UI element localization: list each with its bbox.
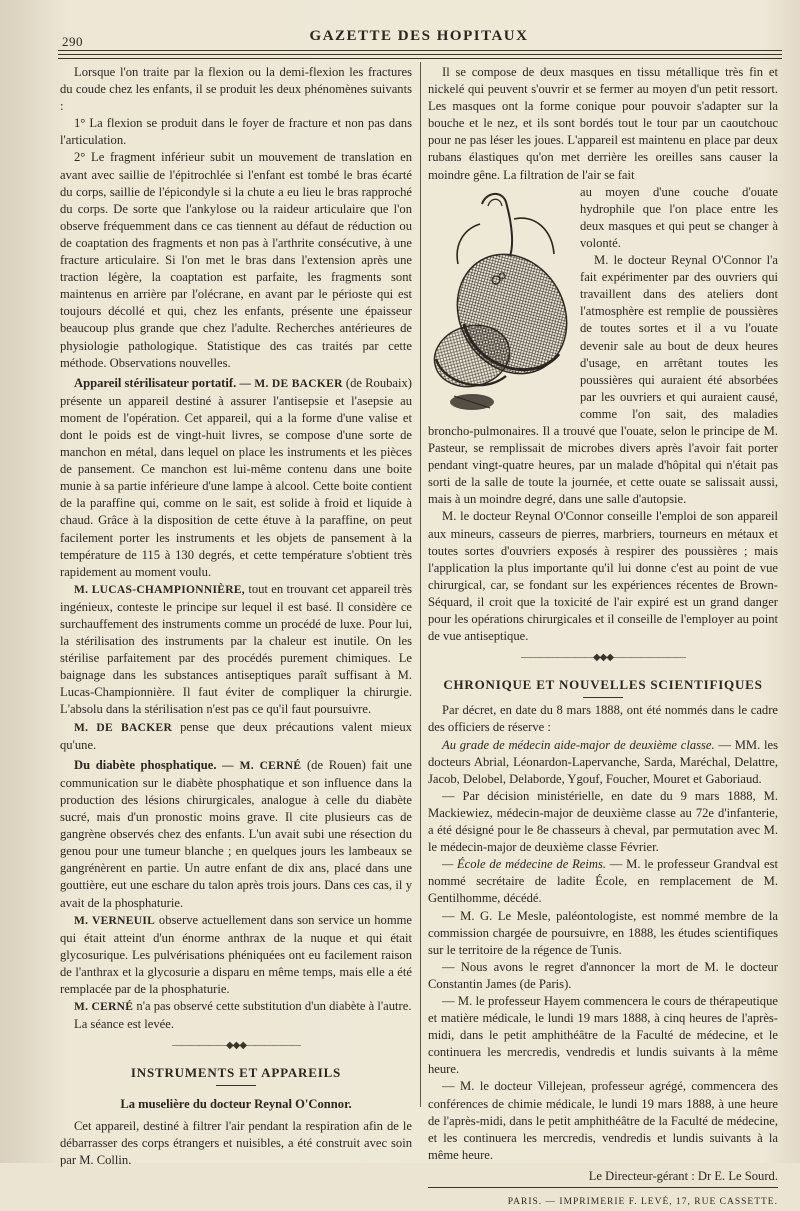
paragraph-text: — MM. les docteurs Abrial, Léonardon-Lapervanche, Sarda, Maréchal, Delattre, Jacob, Delobel, Delaborde, Ygouf, Foucher, Mouret et Gaboriaud. [428, 737, 778, 786]
page-number: 290 [62, 34, 83, 49]
imprint-line: PARIS. — IMPRIMERIE F. LEVÉ, 17, RUE CASSETTE. [507, 1197, 778, 1207]
paragraph: — Par décision ministérielle, en date du 9 mars 1888, M. Mackiewiez, médecin-major de deuxième classe au 72e d'infanterie, a été désigné pour le 8e chasseurs à cheval, par permutation avec M. le médecin-major de deuxième classe Février. [428, 788, 778, 855]
ornament-divider: ————————◆◆◆———————— [520, 652, 686, 664]
paragraph: M. le docteur Reynal O'Connor conseille l'emploi de son appareil aux mineurs, casseurs de pierres, marbriers, tourneurs en métaux et toutes sortes d'ouvriers exposés à respirer des poussières ; mais l'application la plus importante qu'il lui donne c'est au point de vue chirurgical, car, se fondant sur les expériences récentes de Brown-Séquard, il croit que la toxicité de l'air expiré est un grand danger pour les opérations chirurgicales et il conseille de l'employer au point de vue antiseptique. [428, 509, 778, 644]
paragraph: Lorsque l'on traite par la flexion ou la demi-flexion les fractures du coude chez les enfants, il se produit les deux phénomènes suivants : [60, 65, 412, 114]
header-rule [58, 50, 782, 51]
paragraph: — M. G. Le Mesle, paléontologiste, est nommé membre de la commission chargée de poursuivre, en 1888, les études scientifiques sur le territoire de la régence de Tunis. [428, 908, 778, 957]
article-paragraph [60, 375, 412, 581]
paragraph: — M. le professeur Hayem commencera le cours de thérapeutique et matière médicale, le lundi 19 mars 1888, à cinq heures de l'après-midi, dans le petit amphithéâtre de la Faculté de médecine, et le continuera les mercredis, vendredis et lundis suivants à la même heure. [428, 993, 778, 1077]
paragraph: — M. le docteur Villejean, professeur agrégé, commencera des conférences de chimie médicale, le lundi 19 mars 1888, à une heure de l'après-midi, dans le petit amphithéâtre de la Faculté de médecine, et les continuera les mercredis, vendredis et lundis suivants à la même heure. [428, 1079, 778, 1162]
article-paragraph [60, 757, 412, 912]
paragraph-text: n'a pas observé cette substitution d'un diabète à l'autre. [136, 999, 412, 1014]
section-title: CHRONIQUE ET NOUVELLES SCIENTIFIQUES [443, 677, 763, 693]
right-column [428, 64, 778, 1211]
author-name: — M. CERNÉ [222, 759, 302, 772]
paragraph: — Nous avons le regret d'annoncer la mort de M. le docteur Constantin James (de Paris). [428, 959, 778, 991]
paragraph-text: (de Roubaix) présente un appareil destiné à assurer l'antisepsie et l'asepsie au moment de l'opération. Cet appareil, qui a la forme d'une valise et dont le poids est de vingt-huit livres, se compose d'une sorte de manchon en métal, dans lequel on place les instruments et les pièces de pansement. Ce manchon est lui-même contenu dans une boite munie à sa partie inférieure d'une lampe à alcool. Cette boite contient de la paraffine qui, comme on le sait, est solide à froid et liquide à chaud. Grâce à la disposition de cette étuve à la paraffine, on peut facilement porter les instruments et les objets de pansement à la température de 115 à 130 degrés, et cette température s'obtient très rapidement au moment voulu. [60, 375, 412, 579]
paragraph: 2° Le fragment inférieur subit un mouvement de translation en avant avec saillie de l'épitrochlée si l'enfant est tombé le bras écarté du corps, saillie de l'épicondyle si la chute a eu lieu le bras rapproché du corps. De sorte que l'ankylose ou la raideur articulaire que l'on observe fréquemment dans ce cas tiennent au défaut de réduction ou de coaptation des fragments et non pas à l'arthrite consécutive, à une fracture articulaire. Si l'on met le bras dans l'extension après une traction légère, la coaptation est parfaite, les fragments sont maintenus en arrière par l'olécrane, en avant par le périoste qui est toujours décollé et qui, chez les enfants, présente une épaisseur beaucoup plus grande que chez l'adulte. Recherches antérieures de physiologie pathologique. Statistique des cas traités par cette méthode. Observations nouvelles. [60, 150, 412, 370]
journal-title: GAZETTE DES HOPITAUX [309, 28, 529, 44]
author-name: M. DE BACKER [74, 721, 173, 734]
article-paragraph [60, 912, 412, 998]
header-rule-thin [58, 54, 782, 55]
header-rule-thin-2 [58, 58, 782, 59]
ornament-divider: ——————◆◆◆—————— [171, 1040, 301, 1052]
italic-heading: — École de médecine de Reims. [442, 857, 606, 872]
muzzle-illustration [424, 184, 574, 416]
author-name: M. VERNEUIL [74, 914, 156, 927]
article-paragraph [428, 856, 778, 907]
article-paragraph [60, 998, 412, 1016]
column-divider [420, 62, 421, 1107]
section-title: INSTRUMENTS ET APPAREILS [130, 1065, 342, 1081]
article-paragraph [60, 581, 412, 719]
article-paragraph [428, 737, 778, 788]
paragraph: M. le docteur Reynal O'Connor l'a fait expérimenter par des ouvriers qui travaillent dans des ateliers dont l'atmosphère est remplie de poussières de toutes sortes et il a vu l'ouate devenir sale au bout de deux heures d'usage, en arrêtant toutes les poussières qui auraient été absorbées par les ouvriers et qui auraient causé, comme l'on sait, des maladies broncho-pulmonaires. Il a trouvé que l'ouate, selon le principe de M. Pasteur, se remplissait de microbes divers après l'avoir fait porter pendant vingt-quatre heures, par un malade d'hôpital qui n'était pas sorti de la salle de toute la journée, et cette ouate se salissait aussi, mais à un moindre degré, dans une salle d'autopsie. [428, 253, 778, 507]
paragraph: Cet appareil, destiné à filtrer l'air pendant la respiration afin de le débarrasser des corps étrangers et nuisibles, a été construit avec soin par M. Collin. [60, 1118, 412, 1167]
article-title: Du diabète phosphatique. [74, 757, 217, 772]
paragraph: 1° La flexion se produit dans le foyer de fracture et non pas dans l'articulation. [60, 116, 412, 148]
paragraph-text: — M. le professeur Grandval est nommé secrétaire de ladite École, en remplacement de M. Gentilhomme, décédé. [428, 857, 778, 906]
short-rule [216, 1085, 256, 1086]
muzzle-icon [424, 184, 574, 416]
page-header [58, 26, 780, 52]
author-name: — M. DE BACKER [239, 377, 343, 390]
article-title: Appareil stérilisateur portatif. [74, 375, 237, 390]
paragraph-text: observe actuellement dans son service un homme qui était atteint d'un énorme anthrax de la nuque et qui était glycosurique. Les pulvérisations phéniquées ont eu facilement raison de l'anthrax et la glycosurie a disparu en même temps, mais elle a été remplacée par de la phosphaturie. [60, 912, 412, 996]
paragraph-text: pense que deux précautions valent mieux qu'une. [60, 719, 412, 752]
paragraph: Il se compose de deux masques en tissu métallique très fin et nickelé qui peuvent s'ouvrir et se fermer au moyen d'un petit ressort. Les masques ont la forme conique pour pouvoir s'adapter sur la bouche et le nez, et ils sont bordés tout le tour par un caoutchouc pour ne pas léser les joues. L'appareil est maintenu en place par deux rubans élastiques qu'on met derrière les oreilles sans causer la moindre gêne. La filtration de l'air se fait [428, 65, 778, 182]
paragraph-text: (de Rouen) fait une communication sur le diabète phosphatique et son influence dans la production des lésions chirurgicales, analogue à celle du diabète sucré, mais d'un pronostic moins grave. Il cite plusieurs cas de gangrène observés chez des enfants. L'un avait subi une résection du genou pour une tumeur blanche ; en quelques jours les lambeaux se gangrénèrent en partie. Un autre enfant de dix ans, placé dans une gouttière, eut une eschare du talon après trois jours. Dans ces cas, il y avait de la phosphaturie. [60, 757, 412, 910]
left-column [60, 64, 412, 1169]
paragraph: au moyen d'une couche d'ouate hydrophile que l'on place entre les deux masques et qui peut se changer à volonté. [580, 184, 778, 250]
signature-rule [428, 1187, 778, 1188]
paragraph: Par décret, en date du 8 mars 1888, ont été nommés dans le cadre des officiers de réserve : [428, 703, 778, 735]
author-name: M. CERNÉ [74, 1001, 134, 1014]
signature: Le Directeur-gérant : Dr E. Le Sourd. [588, 1168, 778, 1183]
paragraph: La séance est levée. [74, 1017, 174, 1032]
paragraph-text: tout en trouvant cet appareil très ingénieux, conteste le principe sur lequel il est basé. Il considère ce surchauffement des instruments comme un procédé de luxe. Pour lui, la stérilisation des instruments par la chaleur est inutile. On les stérilise parfaitement par des procédés purement chimiques. Le baignage dans les substances antiseptiques paraît suffisant à M. Lucas-Championnière. Il faut éviter de compliquer la chirurgie. L'absolu dans la stérilisation n'est pas ce qu'il faut poursuivre. [60, 581, 412, 717]
italic-heading: Au grade de médecin aide-major de deuxième classe. [442, 737, 715, 752]
article-paragraph [60, 719, 412, 754]
article-subhead: La muselière du docteur Reynal O'Connor. [120, 1097, 352, 1112]
author-name: M. LUCAS-CHAMPIONNIÈRE, [74, 583, 245, 596]
short-rule [583, 697, 623, 698]
